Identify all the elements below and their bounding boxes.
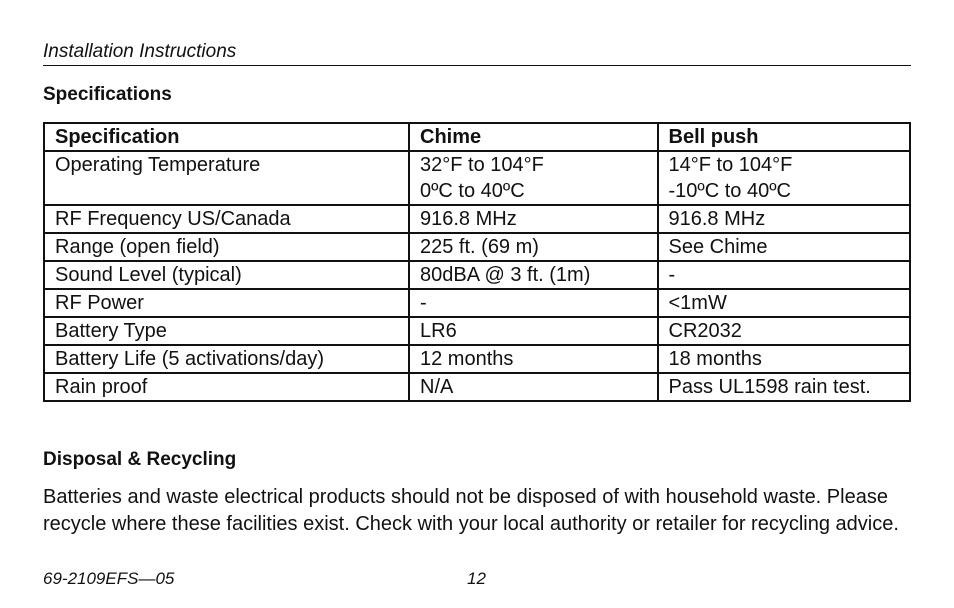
table-row <box>44 233 910 261</box>
table-cell: Battery Life (5 activations/day) <box>44 345 409 373</box>
cell-line: -10ºC to 40ºC <box>668 180 791 202</box>
specifications-heading: Specifications <box>43 84 172 105</box>
specifications-table <box>43 122 911 402</box>
table-cell: 80dBA @ 3 ft. (1m) <box>409 261 658 289</box>
table-cell: - <box>658 261 911 289</box>
cell-line: 0ºC to 40ºC <box>420 180 525 202</box>
document-code: 69-2109EFS—05 <box>43 569 175 588</box>
column-header: Specification <box>44 123 409 151</box>
specifications-table-body <box>44 151 910 401</box>
table-row <box>44 373 910 401</box>
table-header-row <box>44 123 910 151</box>
column-header: Bell push <box>658 123 911 151</box>
table-cell: RF Frequency US/Canada <box>44 205 409 233</box>
table-row <box>44 317 910 345</box>
table-cell: 12 months <box>409 345 658 373</box>
table-cell: LR6 <box>409 317 658 345</box>
table-cell: Sound Level (typical) <box>44 261 409 289</box>
cell-line: 14°F to 104°F <box>668 154 793 176</box>
disposal-paragraph: Batteries and waste electrical products should not be disposed of with household waste. Please recycle where these facilities exist. Check with your local authority or retailer for recycling advice. <box>43 486 899 535</box>
table-cell: CR2032 <box>658 317 911 345</box>
table-cell: Rain proof <box>44 373 409 401</box>
page-number: 12 <box>467 569 486 588</box>
cell-line: 32°F to 104°F <box>420 154 544 176</box>
table-row <box>44 205 910 233</box>
table-cell: 916.8 MHz <box>658 205 911 233</box>
table-row <box>44 289 910 317</box>
table-row <box>44 261 910 289</box>
table-cell: Operating Temperature <box>44 151 409 205</box>
table-cell: N/A <box>409 373 658 401</box>
table-cell: RF Power <box>44 289 409 317</box>
table-cell <box>658 151 911 205</box>
table-cell: <1mW <box>658 289 911 317</box>
column-header: Chime <box>409 123 658 151</box>
running-header <box>43 40 911 66</box>
header-title: Installation Instructions <box>43 41 237 62</box>
table-cell: 225 ft. (69 m) <box>409 233 658 261</box>
table-cell: Battery Type <box>44 317 409 345</box>
table-row <box>44 151 910 205</box>
table-cell: 916.8 MHz <box>409 205 658 233</box>
table-cell <box>409 151 658 205</box>
table-cell: Range (open field) <box>44 233 409 261</box>
table-cell: 18 months <box>658 345 911 373</box>
table-cell: Pass UL1598 rain test. <box>658 373 911 401</box>
table-row <box>44 345 910 373</box>
table-cell: - <box>409 289 658 317</box>
table-cell: See Chime <box>658 233 911 261</box>
disposal-heading: Disposal & Recycling <box>43 449 237 470</box>
